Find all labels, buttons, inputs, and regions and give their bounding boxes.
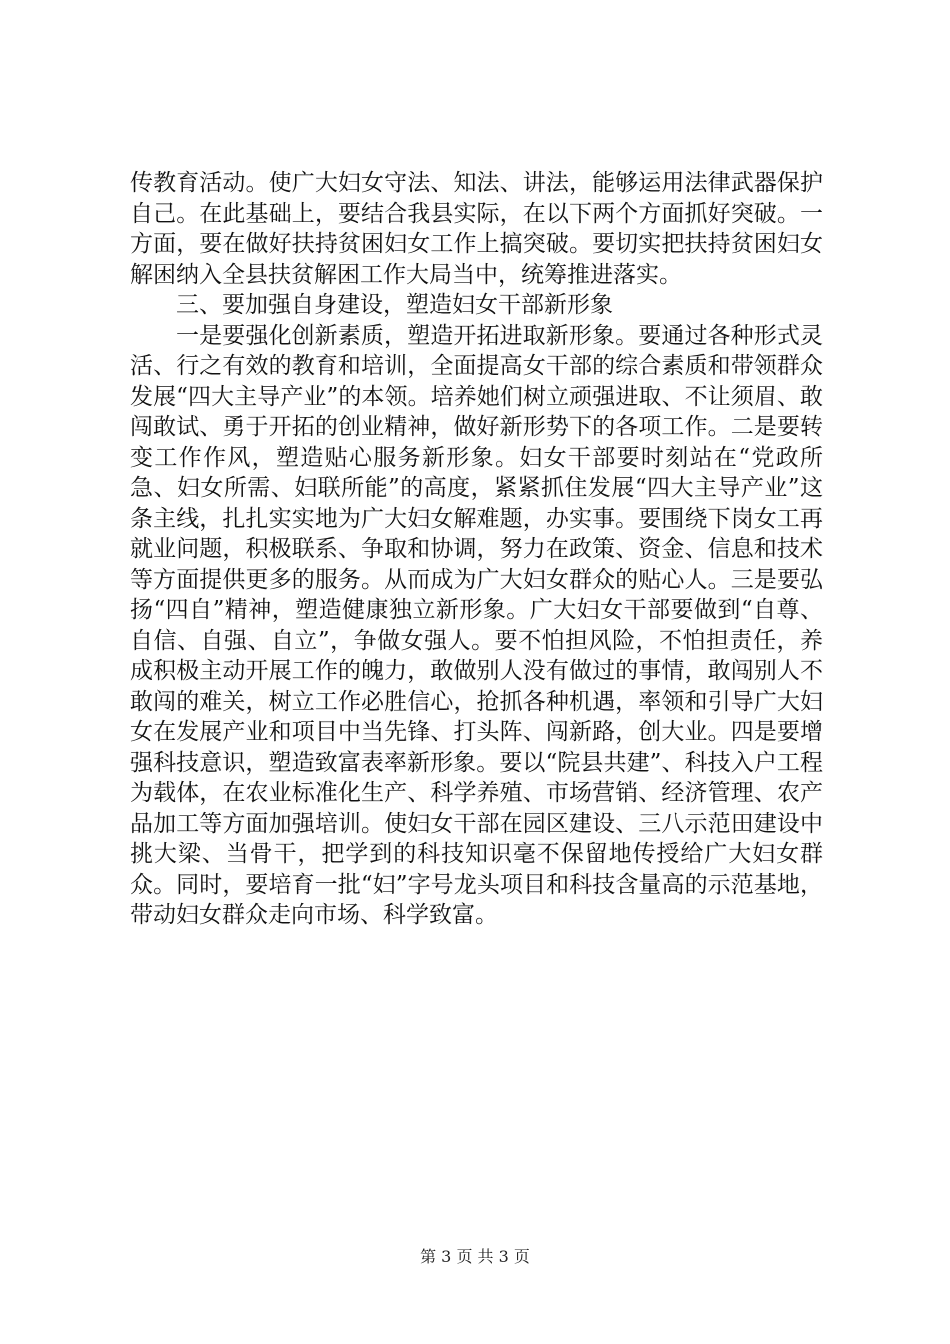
page-footer: 第 3 页 共 3 页 [420, 1247, 530, 1266]
body-paragraph: 一是要强化创新素质，塑造开拓进取新形象。要通过各种形式灵活、行之有效的教育和培训，全面提高女干部的综合素质和带领群众发展“四大主导产业”的本领。培养她们树立顽强进取、不让须眉、敢闯敢试、勇于开拓的创业精神，做好新形势下的各项工作。二是要转变工作作风，塑造贴心服务新形象。妇女干部要时刻站在“党政所急、妇女所需、妇联所能”的高度，紧紧抓住发展“四大主导产业”这条主线，扎扎实实地为广大妇女解难题，办实事。要围绕下岗女工再就业问题，积极联系、争取和协调，努力在政策、资金、信息和技术等方面提供更多的服务。从而成为广大妇女群众的贴心人。三是要弘扬“四自”精神，塑造健康独立新形象。广大妇女干部要做到“自尊、自信、自强、自立”，争做女强人。要不怕担风险，不怕担责任，养成积极主动开展工作的魄力，敢做别人没有做过的事情，敢闯别人不敢闯的难关，树立工作必胜信心，抢抓各种机遇，率领和引导广大妇女在发展产业和项目中当先锋、打头阵、闯新路，创大业。四是要增强科技意识，塑造致富表率新形象。要以“院县共建”、科技入户工程为载体，在农业标准化生产、科学养殖、市场营销、经济管理、农产品加工等方面加强培训。使妇女干部在园区建设、三八示范田建设中挑大梁、当骨干，把学到的科技知识毫不保留地传授给广大妇女群众。同时，要培育一批“妇”字号龙头项目和科技含量高的示范基地，带动妇女群众走向市场、科学致富。 [130, 322, 823, 928]
section-heading: 三、要加强自身建设，塑造妇女干部新形象 [176, 292, 613, 318]
continuation-paragraph: 传教育活动。使广大妇女守法、知法、讲法，能够运用法律武器保护自己。在此基础上，要结合我县实际，在以下两个方面抓好突破。一方面，要在做好扶持贫困妇女工作上搞突破。要切实把扶持贫困妇女解困纳入全县扶贫解困工作大局当中，统筹推进落实。 [130, 170, 823, 288]
document-body [130, 168, 823, 931]
